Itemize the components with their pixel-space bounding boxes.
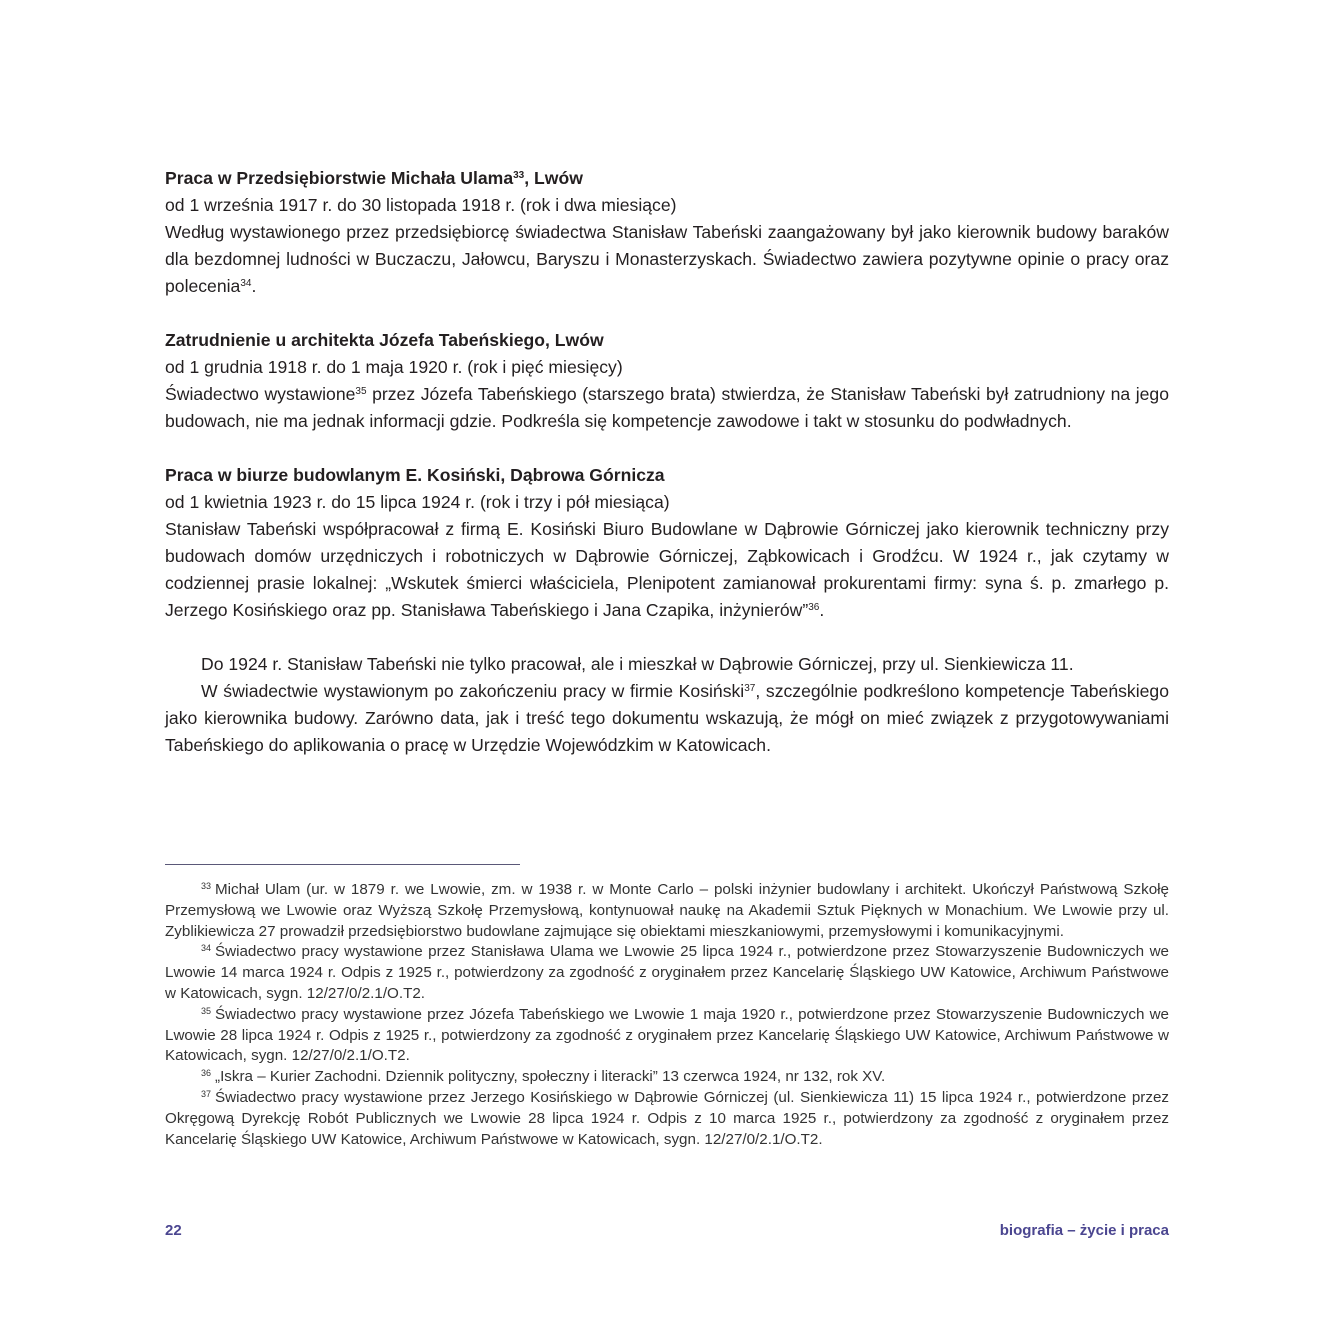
footnotes	[165, 880, 1169, 1150]
paragraph: W świadectwie wystawionym po zakończeniu pracy w firmie Kosiński$^{37}$, szczególnie podkreślono kompetencje Tabeńskiego jako kierownika budowy. Zarówno data, jak i treść tego dokumentu wskazują, że mógł on mieć związek z przygotowywaniami Tabeńskiego do aplikowania o pracę w Urzędzie Wojewódzkim w Katowicach.	[165, 681, 1169, 755]
section-period: od 1 września 1917 r. do 30 listopada 1918 r. (rok i dwa miesiące)	[165, 195, 677, 215]
footnote-number: 35	[201, 1005, 212, 1016]
footnote-ref[interactable]: 35	[355, 386, 367, 397]
footnote-number: 37	[201, 1088, 212, 1099]
footnote-number: 36	[201, 1068, 212, 1079]
section-body: Świadectwo wystawione$^{35}$ przez Józefa Tabeńskiego (starszego brata) stwierdza, że Stanisław Tabeński był zatrudniony na jego budowach, nie ma jednak informacji gdzie. Podkreśla się kompetencje zawodowe i takt w stosunku do podwładnych.	[165, 384, 1169, 431]
section-period: od 1 grudnia 1918 r. do 1 maja 1920 r. (rok i pięć miesięcy)	[165, 357, 623, 377]
section-jozef-tabenski	[165, 327, 1169, 435]
footnote-35: $^{35}$ Świadectwo pracy wystawione przez Józefa Tabeńskiego we Lwowie 1 maja 1920 r., potwierdzone przez Stowarzyszenie Budowniczych we Lwowie 28 lipca 1924 r. Odpis z 1925 r., potwierdzony za zgodność z oryginałem przez Kancelarię Śląskiego UW Katowice, Archiwum Państwowe w Katowicach, sygn. 12/27/0/2.1/O.T2.	[165, 1005, 1169, 1065]
footnote-ref[interactable]: 36	[808, 602, 820, 613]
section-heading: Praca w Przedsiębiorstwie Michała Ulama$^{33}$, Lwów	[165, 168, 583, 188]
section-kosinski	[165, 462, 1169, 624]
footnote-ref[interactable]: 34	[240, 278, 252, 289]
section-body: Stanisław Tabeński współpracował z firmą E. Kosiński Biuro Budowlane w Dąbrowie Górniczej jako kierownik techniczny przy budowach domów urzędniczych i robotniczych w Dąbrowie Górniczej, Ząbkowicach i Grodźcu. W 1924 r., jak czytamy w codziennej prasie lokalnej: „Wskutek śmierci właściciela, Plenipotent zamianował prokurentami firmy: syna ś. p. zmarłego p. Jerzego Kosińskiego oraz pp. Stanisława Tabeńskiego i Jana Czapika, inżynierów”$^{36}$.	[165, 519, 1169, 620]
footnote-33: $^{33}$ Michał Ulam (ur. w 1879 r. we Lwowie, zm. w 1938 r. w Monte Carlo – polski inżynier budowlany i architekt. Ukończył Państwową Szkołę Przemysłową we Lwowie oraz Wyższą Szkołę Przemysłową, kontynuował naukę na Akademii Sztuk Pięknych w Monachium. We Lwowie przy ul. Zyblikiewicza 27 prowadził przedsiębiorstwo budowlane zajmujące się obiektami mieszkaniowymi, przemysłowymi i komunikacyjnymi.	[165, 881, 1169, 940]
main-text	[165, 165, 1169, 759]
footnote-34: $^{34}$ Świadectwo pracy wystawione przez Stanisława Ulama we Lwowie 25 lipca 1924 r., potwierdzone przez Stowarzyszenie Budowniczych we Lwowie 14 marca 1924 r. Odpis z 1925 r., potwierdzony za zgodność z oryginałem przez Kancelarię Śląskiego UW Katowice, Archiwum Państwowe w Katowicach, sygn. 12/27/0/2.1/O.T2.	[165, 943, 1169, 1002]
footnote-number: 33	[201, 881, 212, 891]
section-period: od 1 kwietnia 1923 r. do 15 lipca 1924 r. (rok i trzy i pół miesiąca)	[165, 492, 670, 512]
footnote-36: $^{36}$ „Iskra – Kurier Zachodni. Dziennik polityczny, społeczny i literacki” 13 czerwca 1924, nr 132, rok XV.	[201, 1068, 886, 1086]
footnote-separator	[165, 864, 520, 865]
paragraph: Do 1924 r. Stanisław Tabeński nie tylko pracował, ale i mieszkał w Dąbrowie Górniczej, przy ul. Sienkiewicza 11.	[201, 654, 1074, 674]
section-heading: Zatrudnienie u architekta Józefa Tabeńskiego, Lwów	[165, 330, 604, 350]
section-ulam	[165, 165, 1169, 300]
running-title: biografia – życie i praca	[999, 1222, 1169, 1239]
section-body: Według wystawionego przez przedsiębiorcę świadectwa Stanisław Tabeński zaangażowany był jako kierownik budowy baraków dla bezdomnej ludności w Buczaczu, Jałowcu, Baryszu i Monasterzyskach. Świadectwo zawiera pozytywne opinie o pracy oraz polecenia$^{34}$.	[165, 222, 1169, 296]
footnote-37: $^{37}$ Świadectwo pracy wystawione przez Jerzego Kosińskiego w Dąbrowie Górniczej (ul. Sienkiewicza 11) 15 lipca 1924 r., potwierdzone przez Okręgową Dyrekcję Robót Publicznych we Lwowie 28 lipca 1924 r. Odpis z 10 marca 1925 r., potwierdzony za zgodność z oryginałem przez Kancelarię Śląskiego UW Katowice, Archiwum Państwowe w Katowicach, sygn. 12/27/0/2.1/O.T2.	[165, 1088, 1169, 1148]
footnote-ref[interactable]: 37	[744, 683, 756, 694]
document-page	[165, 0, 1169, 1335]
section-heading: Praca w biurze budowlanym E. Kosiński, Dąbrowa Górnicza	[165, 465, 665, 485]
footnote-number: 34	[201, 943, 212, 954]
page-number: 22	[165, 1222, 182, 1239]
footnote-ref[interactable]: 33	[513, 170, 525, 181]
